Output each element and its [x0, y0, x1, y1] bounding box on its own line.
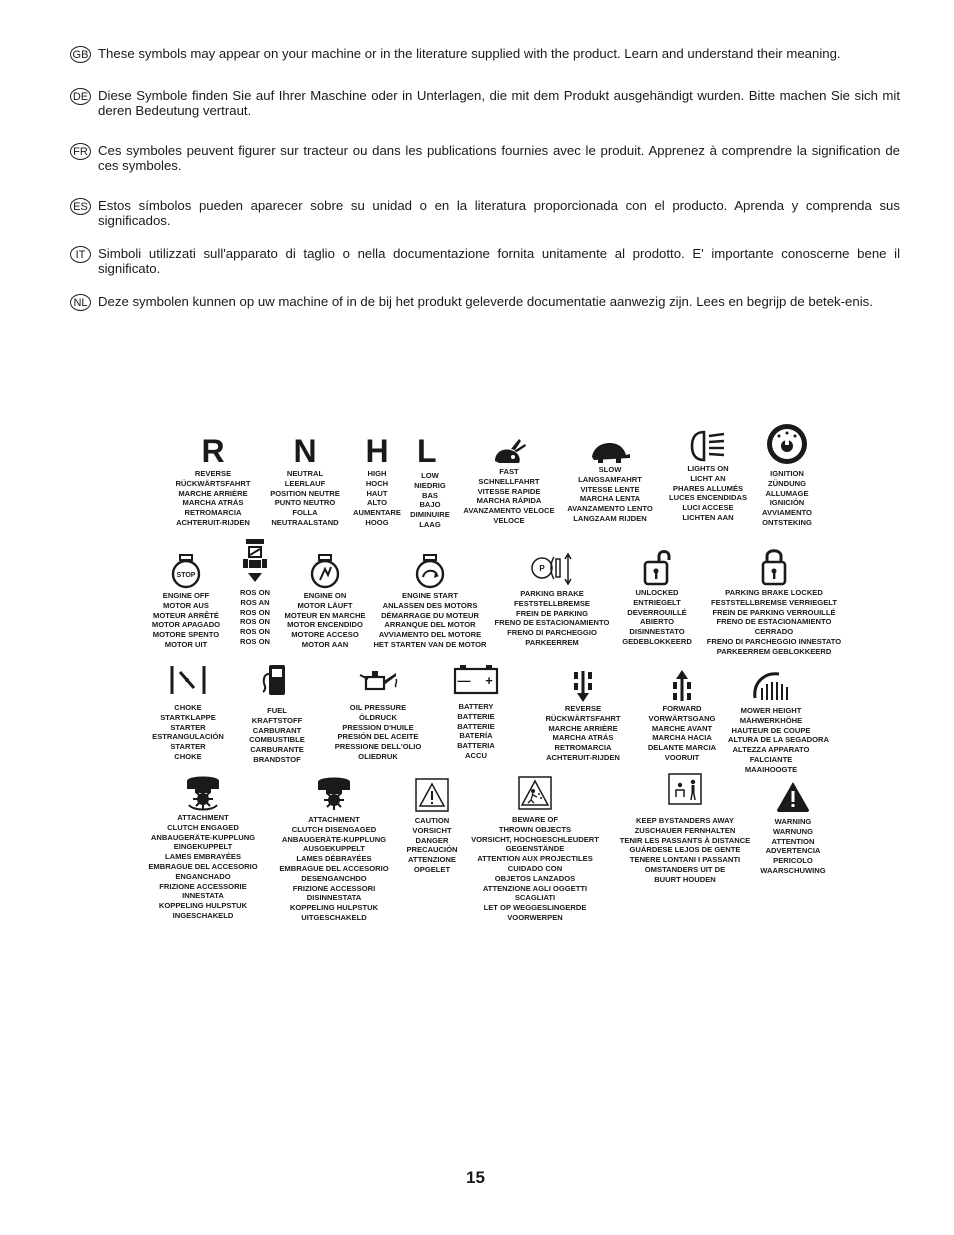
oil-pressure-label: OIL PRESSURE ÖLDRUCK PRESSION D'HUILE PRESIÓN DEL ACEITE PRESSIONE DELL'OLIO OLIEDRUK — [334, 703, 422, 761]
forward-label: FORWARD VORWÄRTSGANG MARCHE AVANT MARCHA HACIA DELANTE MARCIA VOORUIT — [647, 704, 717, 762]
intro-nl — [70, 294, 900, 309]
fuel-pump-icon — [259, 662, 295, 698]
warning-icon — [776, 781, 810, 813]
intro-text-fr: Ces symboles peuvent figurer sur tracteur ou dans les publications fournies avec le produit. Apprenez à comprendre la signification de ces symboles. — [98, 143, 900, 173]
engine-stop-icon — [169, 553, 203, 589]
symbol-fuel — [240, 662, 314, 765]
locked-padlock-icon — [760, 546, 788, 588]
mower-height-icon — [749, 666, 793, 702]
symbol-clutch-engaged — [142, 771, 264, 921]
intro-text-de: Diese Symbole finden Sie auf Ihrer Maschine oder in Unterlagen, die mit dem Produkt ausgehändigt wurden. Bitte machen Sie sich mit deren Bedeutung vertraut. — [98, 88, 900, 118]
warning-label: WARNING WARNUNG ATTENTION ADVERTENCIA PERICOLO WAARSCHUWING — [760, 817, 826, 875]
symbol-caution — [402, 778, 462, 875]
blade-engaged-icon — [181, 771, 225, 811]
brake-locked-label: PARKING BRAKE LOCKED FESTSTELLBREMSE VERRIEGELT FREIN DE PARKING VERROUILLÉ FRENO DE ESTACIONAMIENTO CERRADO FRENO DI PARCHEGGIO INNESTATO PARKEERREM GEBLOKKEERD — [706, 588, 842, 656]
symbol-oil — [330, 665, 426, 762]
intro-gb — [70, 46, 900, 61]
symbol-engine-off — [144, 553, 228, 650]
choke-icon — [168, 664, 208, 696]
ignition-label: IGNITION ZÜNDUNG ALLUMAGE IGNICIÓN AVVIAMENTO ONTSTEKING — [762, 469, 812, 527]
symbol-unlocked — [616, 546, 698, 647]
engine-start-icon — [413, 553, 447, 589]
symbol-fast — [457, 435, 561, 526]
intro-text-it: Simboli utilizzati sull'apparato di taglio o nella documentazione fornita unitamente al prodotto. E' importante conoscerne bene il significato. — [98, 246, 900, 276]
symbol-ignition — [752, 422, 822, 528]
symbol-high — [348, 435, 406, 528]
thrown-objects-label: BEWARE OF THROWN OBJECTS VORSICHT, HOCHGESCHLEUDERT GEGENSTÄNDE ATTENTION AUX PROJECTILES CUIDADO CON OBJETOS LANZADOS ATTENZIONE AGLI OGGETTI SCAGLIATI LET OP WEGGESLINGERDE VOORWERPEN — [471, 815, 599, 922]
language-badge-nl: NL — [70, 294, 91, 311]
blade-disengaged-icon — [312, 772, 356, 812]
language-badge-es: ES — [70, 198, 91, 215]
tractor-reverse-icon — [240, 535, 270, 585]
engine-running-icon — [308, 553, 342, 589]
engine-start-label: ENGINE START ANLASSEN DES MOTORS DÉMARRAGE DU MOTEUR ARRANQUE DEL MOTOR AVVIAMENTO DEL MOTORE HET STARTEN VAN DE MOTOR — [373, 591, 487, 649]
symbol-choke — [148, 664, 228, 762]
parking-brake-label: PARKING BRAKE FESTSTELLBREMSE FREIN DE PARKING FRENO DE ESTACIONAMIENTO FRENO DI PARCHEGGIO PARKEERREM — [494, 589, 610, 647]
symbol-engine-start — [366, 553, 494, 650]
intro-de — [70, 88, 900, 118]
symbol-reverse-r — [165, 435, 261, 528]
symbol-engine-on — [280, 553, 370, 650]
symbol-slow — [560, 435, 660, 524]
stop-text: STOP — [176, 572, 196, 579]
symbol-low — [405, 435, 455, 530]
fast-label: FAST SCHNELLFAHRT VITESSE RAPIDE MARCHA RÁPIDA AVANZAMENTO VELOCE VELOCE — [463, 467, 555, 525]
language-badge-fr: FR — [70, 143, 91, 160]
intro-fr — [70, 143, 900, 173]
slow-label: SLOW LANGSAMFAHRT VITESSE LENTE MARCHA LENTA AVANZAMENTO LENTO LANGZAAM RIJDEN — [567, 465, 653, 523]
reverse-arrow-icon — [571, 669, 595, 703]
parking-brake-icon — [528, 551, 576, 587]
reverse-letter-icon: R — [201, 433, 225, 469]
symbol-parking-brake — [492, 551, 612, 648]
intro-es — [70, 198, 900, 228]
language-badge-de: DE — [70, 88, 91, 105]
language-badge-it: IT — [70, 246, 91, 263]
clutch-disengaged-label: ATTACHMENT CLUTCH DISENGAGED ANBAUGERÄTE-KUPPLUNG AUSGEKUPPELT LAMES DÉBRAYÉES EMBRAGUE DEL ACCESORIO DESENGANCHDO FRIZIONE ACCESSORI DISINNESTATA KOPPELING HULPSTUK UITGESCHAKELD — [279, 815, 389, 922]
page-number: 15 — [466, 1168, 485, 1187]
thrown-objects-icon — [518, 776, 552, 810]
battery-minus-text: — — [457, 673, 471, 688]
lights-label: LIGHTS ON LICHT AN PHARES ALLUMÉS LUCES ENCENDIDAS LUCI ACCESE LICHTEN AAN — [668, 464, 748, 522]
language-badge-gb: GB — [70, 46, 91, 63]
low-label: LOW NIEDRIG BAS BAJO DIMINUIRE LAAG — [410, 471, 450, 529]
rabbit-icon — [489, 435, 529, 467]
symbol-bystanders — [612, 773, 758, 885]
mower-height-label: MOWER HEIGHT MÄHWERKHÖHE HAUTEUR DE COUPE ALTURA DE LA SEGADORA ALTEZZA APPARATO FALCIANTE MAAIHOOGTE — [728, 706, 829, 774]
unlocked-label: UNLOCKED ENTRIEGELT DEVERROUILLÉ ABIERTO DISINNESTATO GEDEBLOKKEERD — [622, 588, 692, 646]
fuel-label: FUEL KRAFTSTOFF CARBURANT COMBUSTIBLE CARBURANTE BRANDSTOF — [249, 706, 305, 764]
battery-plus-text: + — [485, 673, 493, 688]
unlocked-padlock-icon — [641, 546, 673, 588]
neutral-letter-icon: N — [293, 433, 317, 469]
symbol-warning — [754, 781, 832, 876]
ros-label: ROS ON ROS AN ROS ON ROS ON ROS ON ROS ON — [240, 588, 270, 646]
engine-off-label: ENGINE OFF MOTOR AUS MOTEUR ARRÊTÉ MOTOR APAGADO MOTORE SPENTO MOTOR UIT — [151, 591, 221, 649]
symbol-battery — [446, 663, 506, 761]
symbol-mower-height — [728, 666, 829, 775]
symbol-forward — [640, 669, 724, 763]
intro-text-nl: Deze symbolen kunnen op uw machine of in de bij het produkt geleverde documentatie aanwezig zijn. Lees en begrijp de betek-enis. — [98, 294, 873, 309]
symbol-neutral — [262, 435, 348, 528]
reverse-label: REVERSE RÜCKWÄRTSFAHRT MARCHE ARRIÈRE MARCHA ATRÁS RETROMARCIA ACHTERUIT-RIJDEN — [175, 469, 251, 527]
neutral-label: NEUTRAL LEERLAUF POSITION NEUTRE PUNTO NEUTRO FOLLA NEUTRAALSTAND — [270, 469, 340, 527]
headlight-icon — [688, 428, 728, 464]
symbol-thrown-objects — [464, 776, 606, 923]
intro-text-gb: These symbols may appear on your machine or in the literature supplied with the product. Learn and understand their meaning. — [98, 46, 841, 61]
turtle-icon — [588, 435, 632, 465]
forward-arrow-icon — [670, 669, 694, 703]
intro-text-es: Estos símbolos pueden aparecer sobre su unidad o en la literatura proporcionada con el producto. Aprenda y comprenda sus significados. — [98, 198, 900, 228]
caution-label: CAUTION VORSICHT DANGER PRECAUCIÓN ATTENZIONE OPGELET — [406, 816, 458, 874]
clutch-engaged-label: ATTACHMENT CLUTCH ENGAGED ANBAUGERÄTE-KUPPLUNG EINGEKUPPELT LAMES EMBRAYÉES EMBRAGUE DEL ACCESORIO ENGANCHADO FRIZIONE ACCESSORIE INNESTATA KOPPELING HULPSTUK INGESCHAKELD — [148, 813, 258, 920]
battery-label: BATTERY BATTERIE BATTERIE BATERÍA BATTERIA ACCU — [457, 702, 495, 760]
engine-on-label: ENGINE ON MOTOR LÄUFT MOTEUR EN MARCHE MOTOR ENCENDIDO MOTORE ACCESO MOTOR AAN — [284, 591, 366, 649]
symbol-clutch-disengaged — [272, 772, 396, 923]
caution-triangle-icon — [415, 778, 449, 812]
symbol-ros — [233, 535, 277, 647]
high-letter-icon: H — [365, 433, 389, 469]
ignition-key-icon — [765, 422, 809, 466]
intro-it — [70, 246, 900, 276]
high-label: HIGH HOCH HAUT ALTO AUMENTARE HOOG — [353, 469, 401, 527]
low-letter-icon: L — [417, 433, 437, 469]
bystanders-label: KEEP BYSTANDERS AWAY ZUSCHAUER FERNHALTEN TENIR LES PASSANTS À DISTANCE GUÁRDESE LEJOS DE GENTE TENERE LONTANI I PASSANTI OMSTANDERS UIT DE BUURT HOUDEN — [619, 816, 751, 884]
oil-can-icon — [356, 665, 400, 695]
symbol-brake-locked — [700, 546, 848, 657]
choke-label: CHOKE STARTKLAPPE STARTER ESTRANGULACIÓN STARTER CHOKE — [152, 703, 224, 761]
symbol-reverse-arrow — [538, 669, 628, 763]
symbol-lights — [661, 428, 755, 523]
bystanders-icon — [668, 773, 702, 805]
reverse-arrow-label: REVERSE RÜCKWÄRTSFAHRT MARCHE ARRIÈRE MARCHA ATRÁS RETROMARCIA ACHTERUIT-RIJDEN — [545, 704, 621, 762]
battery-icon — [452, 663, 500, 695]
parking-p-text: P — [539, 564, 545, 573]
